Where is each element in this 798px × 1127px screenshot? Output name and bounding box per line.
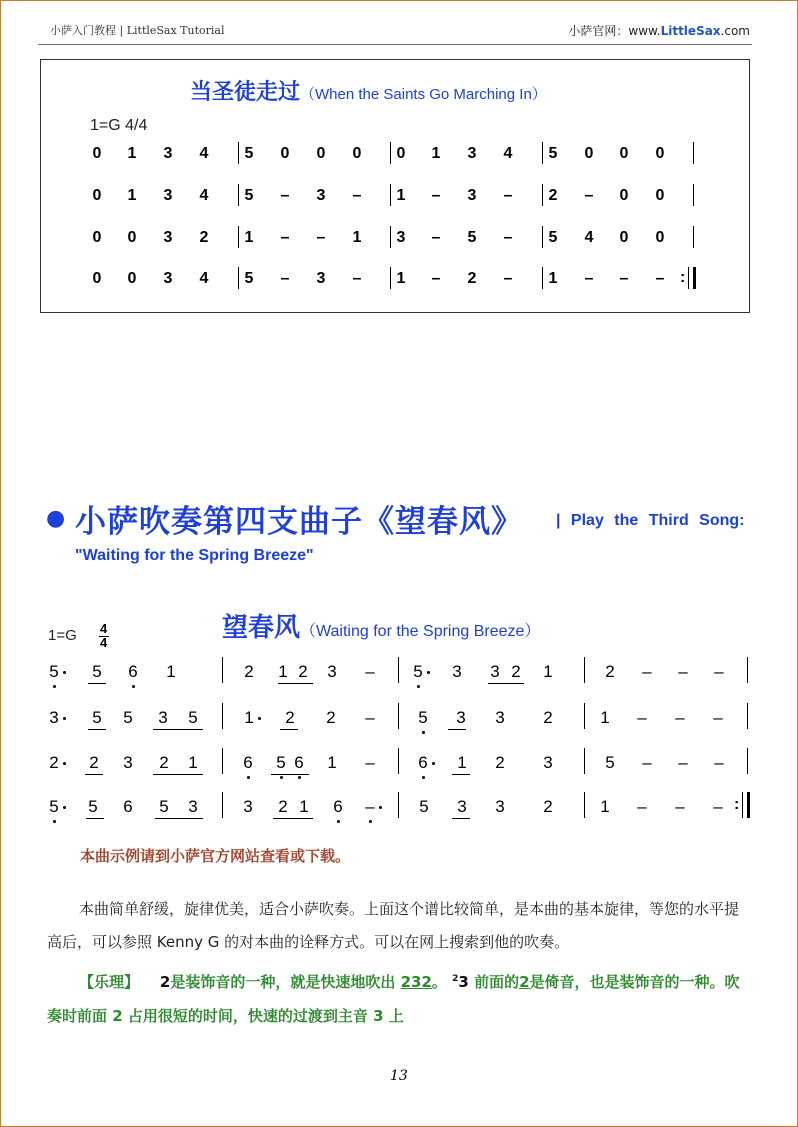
grace-note-small: 2 [452,974,459,984]
song1-note: 5 [244,270,254,287]
song2-note: 3 [123,753,133,772]
song1-barline [390,226,391,248]
song2-note: 5 [92,662,102,681]
song1-note: – [655,270,665,287]
song1-note: – [503,187,513,204]
song1-note: 3 [316,187,326,204]
song2-repeat-dots: : [734,796,740,813]
song2-low-octave-dot [132,685,135,688]
song1-barline [542,184,543,206]
song2-barline [398,703,399,729]
song1-note: 0 [655,145,665,162]
song1-note: 1 [396,187,406,204]
song1-note: – [280,229,290,246]
song1-note: 4 [584,229,594,246]
song2-note: 5 [418,708,428,727]
song2-beam-underline [88,729,106,730]
song2-title [222,607,540,644]
song2-beam-underline [153,774,203,775]
header-site-suffix: .com [720,24,750,38]
song1-note: 0 [352,145,362,162]
song1-note: 0 [92,145,102,162]
song2-barline [584,657,585,683]
song2-note: 2 [49,753,59,772]
song1-barline [693,226,694,248]
song2-note: – [642,753,652,772]
song1-note: 3 [467,187,477,204]
song2-note: 5 [413,662,423,681]
ornament-note: 2 [159,973,171,991]
song2-note: 1 [543,662,553,681]
song2-barline [747,657,748,683]
song1-note: 3 [163,270,173,287]
time-signature-numerator: 4 [100,621,108,636]
song2-note: 6 [418,753,428,772]
song1-note: – [431,270,441,287]
section-title-en-2: "Waiting for the Spring Breeze" [75,547,314,564]
song1-note: 4 [199,270,209,287]
song1-note: 0 [655,229,665,246]
song2-title-en: （Waiting for the Spring Breeze） [300,623,541,640]
song1-note: – [584,270,594,287]
song1-title [190,75,547,106]
song1-barline [390,184,391,206]
song1-note: – [280,270,290,287]
song2-note: 3 [49,708,59,727]
song1-note: 0 [619,145,629,162]
song2-barline [222,703,223,729]
song2-note: – [365,797,375,816]
song1-note: – [352,270,362,287]
song1-note: 1 [548,270,558,287]
song2-note: 3 [243,797,253,816]
header-site-prefix: 小萨官网：www. [568,24,661,38]
song1-note: 2 [548,187,558,204]
song1-note: 0 [619,229,629,246]
song2-title-cn: 望春风 [222,613,301,643]
song2-note: 3 [188,797,198,816]
description-paragraph [47,893,751,959]
song1-note: 4 [503,145,513,162]
song2-note: 6 [294,753,304,772]
song2-note: 2 [495,753,505,772]
song2-note: 2 [605,662,615,681]
song2-final-barline [747,792,750,818]
song2-barline [584,748,585,774]
song1-note: 1 [396,270,406,287]
song2-note: 3 [495,797,505,816]
song1-barline [693,142,694,164]
song1-note: – [316,229,326,246]
song2-note: – [365,753,375,772]
song2-barline [398,657,399,683]
song2-note: 2 [89,753,99,772]
song1-note: 1 [352,229,362,246]
song1-note: 0 [280,145,290,162]
song1-note: 1 [244,229,254,246]
song2-beam-underline [271,774,309,775]
song2-beam-underline [273,818,313,819]
song2-note: 2 [298,662,308,681]
song2-note: 5 [49,797,59,816]
song1-note: 4 [199,145,209,162]
song2-low-octave-dot [280,776,283,779]
song1-note: 3 [316,270,326,287]
time-signature-denominator: 4 [100,635,108,650]
song2-note: 5 [159,797,169,816]
theory-text-2: 。 [431,973,447,991]
song2-key: 1=G [48,627,77,644]
song2-note: 5 [49,662,59,681]
song2-beam-underline [448,729,466,730]
song2-beam-underline [452,818,470,819]
song2-low-octave-dot [369,820,372,823]
song2-note: 3 [456,708,466,727]
song1-note: – [431,229,441,246]
song1-key: 1=G 4/4 [90,117,148,134]
song1-note: 5 [244,187,254,204]
song2-note: 5 [188,708,198,727]
song1-note: 1 [431,145,441,162]
song2-augmentation-dot [258,717,261,720]
song2-note: 2 [543,708,553,727]
song2-note: 5 [88,797,98,816]
song2-barline [222,657,223,683]
song2-augmentation-dot [63,762,66,765]
song2-repeat-barline [742,792,743,818]
song1-barline [238,142,239,164]
song2-note: – [365,662,375,681]
song2-barline [747,703,748,729]
song2-beam-underline [86,818,104,819]
song2-augmentation-dot [379,806,382,809]
theory-paragraph [47,962,752,1033]
song2-note: – [678,753,688,772]
song2-note: – [713,797,723,816]
song1-repeat-barline [688,267,689,289]
song1-note: 0 [92,270,102,287]
song2-note: 1 [166,662,176,681]
song1-barline [390,142,391,164]
song1-repeat-dots: : [680,269,686,286]
song2-barline [398,748,399,774]
song2-note: 2 [511,662,521,681]
song2-augmentation-dot [63,717,66,720]
song2-note: – [637,708,647,727]
song1-note: 5 [244,145,254,162]
song2-note: – [714,662,724,681]
song2-note: – [637,797,647,816]
song2-note: – [713,708,723,727]
song2-note: 2 [244,662,254,681]
song2-beam-underline [452,774,470,775]
song1-barline [542,226,543,248]
song2-note: 3 [327,662,337,681]
song1-note: – [431,187,441,204]
song1-note: 0 [396,145,406,162]
song1-note: 4 [199,187,209,204]
song2-low-octave-dot [422,731,425,734]
song2-note: 1 [299,797,309,816]
grace-note-ref: 2 [519,973,530,991]
song1-note: – [584,187,594,204]
song1-barline [542,267,543,289]
song1-title-cn: 当圣徒走过 [190,79,301,105]
section-title-en-1: | Play the Third Song: [556,512,745,529]
song2-beam-underline [85,774,103,775]
song2-note: 5 [605,753,615,772]
song1-note: 0 [655,187,665,204]
song2-note: 5 [419,797,429,816]
song2-note: 6 [128,662,138,681]
song1-note: 3 [163,187,173,204]
song2-note: – [365,708,375,727]
song1-note: 2 [199,229,209,246]
song1-note: 0 [316,145,326,162]
header-site-sax: Sax [696,24,721,38]
header-rule [38,44,752,45]
song2-note: 3 [490,662,500,681]
song2-note: 3 [543,753,553,772]
song1-note: 5 [548,145,558,162]
song1-note: 0 [92,229,102,246]
song1-barline [693,184,694,206]
theory-figure: 232 [400,973,432,991]
song1-note: 0 [127,270,137,287]
song2-note: 2 [285,708,295,727]
song2-barline [584,792,585,818]
song1-note: – [280,187,290,204]
song1-note: – [619,270,629,287]
song2-barline [747,748,748,774]
song2-note: 6 [123,797,133,816]
song2-low-octave-dot [422,776,425,779]
song2-barline [222,792,223,818]
song1-note: 0 [584,145,594,162]
song2-note: 5 [92,708,102,727]
song2-note: 3 [452,662,462,681]
song2-low-octave-dot [53,685,56,688]
song2-low-octave-dot [298,776,301,779]
song2-beam-underline [488,683,524,684]
header-site-little: Little [660,24,697,38]
song2-note: 2 [278,797,288,816]
song2-barline [398,792,399,818]
song2-note: – [675,708,685,727]
song2-low-octave-dot [53,820,56,823]
theory-label: 【乐理】 [79,973,140,991]
song2-note: 2 [326,708,336,727]
song1-barline [238,226,239,248]
song2-note: 5 [123,708,133,727]
song1-barline [238,184,239,206]
song1-final-barline [693,267,696,289]
header-left-text: 小萨入门教程 | LittleSax Tutorial [50,24,225,37]
song2-note: 5 [276,753,286,772]
song2-augmentation-dot [63,806,66,809]
song2-note: 3 [495,708,505,727]
song1-note: 0 [127,229,137,246]
song1-note: 1 [127,187,137,204]
song1-note: 3 [467,145,477,162]
song2-beam-underline [88,683,106,684]
song2-note: 3 [158,708,168,727]
song2-note: 2 [159,753,169,772]
song2-barline [584,703,585,729]
song2-beam-underline [153,729,203,730]
song2-beam-underline [280,729,298,730]
song1-note: 3 [396,229,406,246]
song2-note: 6 [333,797,343,816]
song1-title-en: （When the Saints Go Marching In） [300,86,547,103]
song2-note: 1 [600,708,610,727]
song2-beam-underline [155,818,203,819]
song2-note: 1 [244,708,254,727]
song1-note: 1 [127,145,137,162]
theory-text-1: 是装饰音的一种，就是快速地吹出 [170,973,396,991]
song2-augmentation-dot [432,762,435,765]
song1-note: 2 [467,270,477,287]
theory-text-4: 是倚音，也是装饰音的一种。吹奏时前面 2 占用很短的时间，快速的过渡到主音 3 上 [47,973,740,1025]
song1-barline [390,267,391,289]
song1-note: 3 [163,145,173,162]
song2-note: – [642,662,652,681]
song2-note: 1 [327,753,337,772]
song1-note: – [352,187,362,204]
song2-note: 3 [457,797,467,816]
page-number: 13 [390,1068,408,1084]
song2-note: 2 [543,797,553,816]
song2-beam-underline [278,683,313,684]
song1-note: – [503,229,513,246]
song2-augmentation-dot [427,671,430,674]
song2-augmentation-dot [63,671,66,674]
song2-note: – [714,753,724,772]
song1-note: 0 [92,187,102,204]
song1-note: – [503,270,513,287]
song1-note: 3 [163,229,173,246]
song1-note: 5 [548,229,558,246]
song2-note: – [675,797,685,816]
song2-low-octave-dot [247,776,250,779]
song2-note: 6 [243,753,253,772]
theory-text-3: 前面的 [474,973,520,991]
song1-barline [542,142,543,164]
song1-barline [238,267,239,289]
song2-low-octave-dot [417,685,420,688]
song2-note: 1 [278,662,288,681]
song2-low-octave-dot [337,820,340,823]
grace-note-main: 3 [458,973,469,991]
song2-note: 1 [188,753,198,772]
download-note: 本曲示例请到小萨官方网站查看或下载。 [80,847,351,865]
song2-note: 1 [457,753,467,772]
description-text: 本曲简单舒缓，旋律优美，适合小萨吹奏。上面这个谱比较简单，是本曲的基本旋律，等您的水平提高后，可以参照 Kenny G 的对本曲的诠释方式。可以在网上搜索到他的吹奏。 [47,900,740,951]
song2-note: – [678,662,688,681]
song2-note: 1 [600,797,610,816]
section-bullet: ● [46,506,66,531]
song1-note: 5 [467,229,477,246]
section-title: 小萨吹奏第四支曲子《望春风》 [75,504,523,540]
song1-note: 0 [619,187,629,204]
song2-barline [222,748,223,774]
header-site[interactable] [568,22,750,39]
